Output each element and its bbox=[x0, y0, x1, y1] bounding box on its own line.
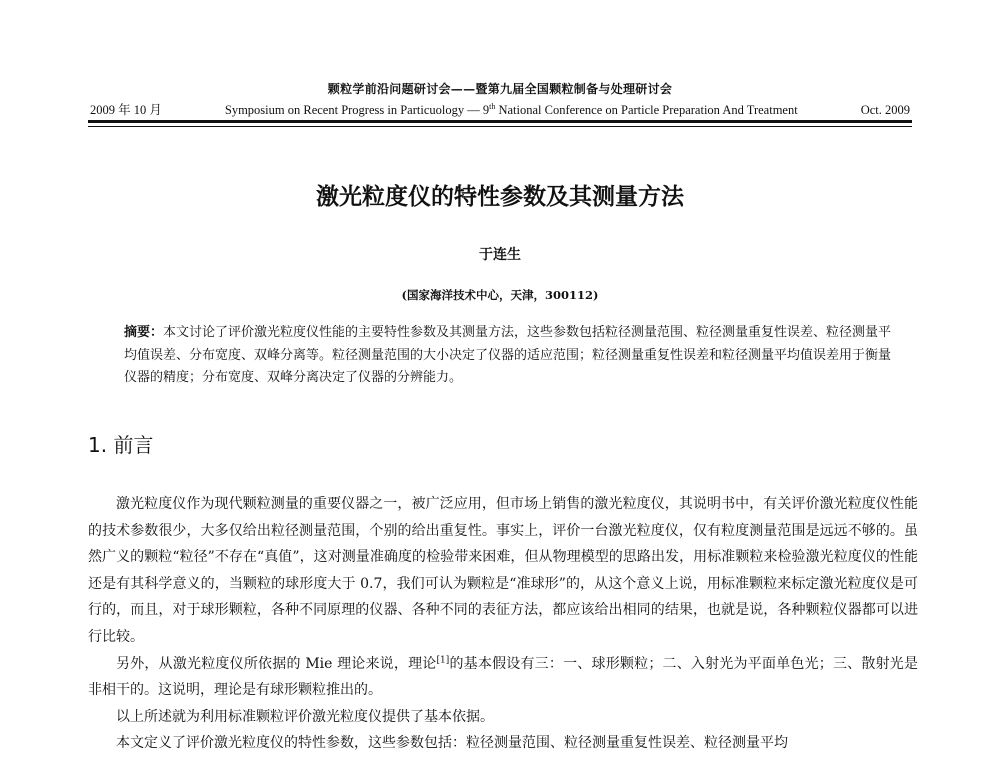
header-symposium: Symposium on Recent Progress in Particuology bbox=[224, 103, 465, 117]
body-paragraph-2 bbox=[88, 651, 918, 704]
body-paragraph-4: 本文定义了评价激光粒度仪的特性参数，这些参数包括：粒径测量范围、粒径测量重复性误差、粒径测量平均 bbox=[116, 735, 788, 752]
abstract-text: 本文讨论了评价激光粒度仪性能的主要特性参数及其测量方法，这些参数包括粒径测量范围、粒径测量重复性误差、粒径测量平均值误差、分布宽度、双峰分离等。粒径测量范围的大小决定了仪器的适应范围；粒径测量重复性误差和粒径测量平均值误差用于衡量仪器的精度；分布宽度、双峰分离决定了仪器的分辨能力。 bbox=[124, 325, 892, 385]
section-body bbox=[88, 491, 918, 757]
para2-text-before: 另外，从激光粒度仪所依据的 Mie 理论来说，理论 bbox=[116, 655, 437, 672]
header-ordinal-number: 9 bbox=[482, 103, 490, 117]
header-rule-thick bbox=[88, 120, 912, 123]
para2-text-after: 的基本假设有三：一、球形颗粒；二、入射光为平面单色光；三、散射光是非相干的。这说明，理论是有球形颗粒推出的。 bbox=[88, 655, 918, 699]
body-paragraph-3: 以上所述就为利用标准颗粒评价激光粒度仪提供了基本依据。 bbox=[116, 708, 494, 725]
author-affiliation: (国家海洋技术中心，天津，300112) bbox=[401, 288, 599, 302]
citation-ref: [1] bbox=[436, 654, 450, 665]
header-ordinal-suffix: th bbox=[489, 101, 496, 111]
paper-title: 激光粒度仪的特性参数及其测量方法 bbox=[316, 184, 684, 210]
header-rule-thin bbox=[88, 126, 912, 127]
paper-author: 于连生 bbox=[479, 247, 521, 263]
abstract bbox=[124, 322, 894, 390]
header-separator: — bbox=[464, 103, 483, 117]
header-conference-english bbox=[162, 102, 861, 118]
running-header-english bbox=[90, 100, 910, 118]
header-date-english: Oct. 2009 bbox=[860, 103, 910, 117]
running-header-chinese: 颗粒学前沿问题研讨会——暨第九届全国颗粒制备与处理研讨会 bbox=[327, 82, 673, 96]
header-date-chinese: 2009 年 10 月 bbox=[90, 103, 162, 117]
header-national-conference: National Conference on Particle Preparation And Treatment bbox=[495, 103, 798, 117]
abstract-label: 摘要： bbox=[124, 325, 164, 340]
section-heading: 1. 前言 bbox=[88, 433, 154, 457]
body-paragraph-1: 激光粒度仪作为现代颗粒测量的重要仪器之一，被广泛应用，但市场上销售的激光粒度仪，其说明书中，有关评价激光粒度仪性能的技术参数很少，大多仅给出粒径测量范围，个别的给出重复性。事实上，评价一台激光粒度仪，仅有粒度测量范围是远远不够的。虽然广义的颗粒“粒径”不存在“真值”，这对测量准确度的检验带来困难，但从物理模型的思路出发，用标准颗粒来检验激光粒度仪的性能还是有其科学意义的，当颗粒的球形度大于 0.7，我们可认为颗粒是“准球形”的，从这个意义上说，用标准颗粒来标定激光粒度仪是可行的，而且，对于球形颗粒，各种不同原理的仪器、各种不同的表征方法，都应该给出相同的结果，也就是说，各种颗粒仪器都可以进行比较。 bbox=[88, 496, 918, 645]
